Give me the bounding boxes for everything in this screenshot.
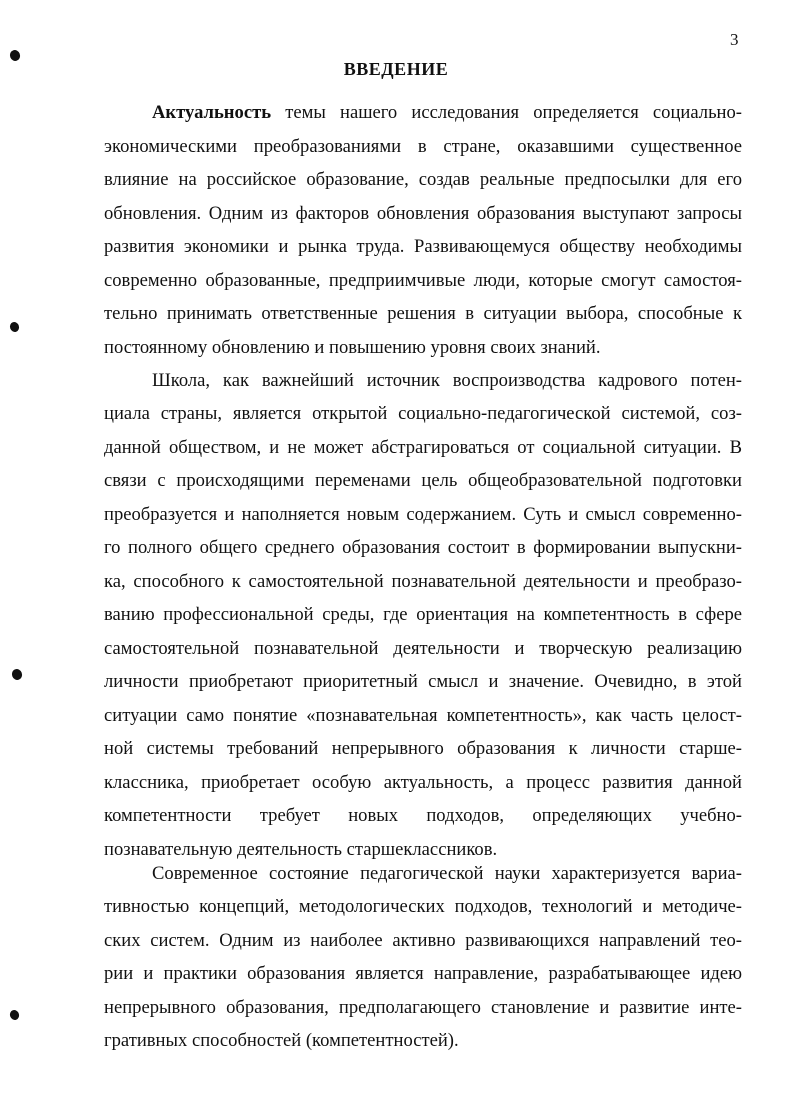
- text-line: тивностью концепций, методологических подходов, технологий и методиче-: [104, 896, 742, 917]
- text-line: связи с происходящими переменами цель общеобразовательной подготовки: [104, 470, 742, 491]
- text-line: современно образованные, предприимчивые люди, которые смогут самостоя-: [104, 270, 742, 291]
- binder-hole-mark: [10, 668, 23, 682]
- text-line: тельно принимать ответственные решения в ситуации выбора, способные к: [104, 303, 742, 324]
- text-line: постоянному обновлению и повышению уровня своих знаний.: [104, 337, 601, 358]
- text-line: го полного общего среднего образования состоит в формировании выпускни-: [104, 537, 742, 558]
- text-line: [152, 102, 742, 124]
- lead-term: Актуальность: [152, 102, 272, 123]
- page-number: 3: [730, 30, 739, 49]
- text-line: самостоятельной познавательной деятельности и творческую реализацию: [104, 638, 742, 659]
- binder-hole-mark: [9, 1009, 21, 1021]
- text-line: Школа, как важнейший источник воспроизводства кадрового потен-: [152, 370, 742, 391]
- text-line: личности приобретают приоритетный смысл и значение. Очевидно, в этой: [104, 671, 742, 692]
- text-line: рии и практики образования является направление, разрабатывающее идею: [104, 963, 742, 984]
- text-line: Современное состояние педагогической науки характеризуется вариа-: [152, 863, 742, 884]
- text-line: ванию профессиональной среды, где ориентация на компетентность в сфере: [104, 604, 742, 625]
- text-line: данной обществом, и не может абстрагироваться от социальной ситуации. В: [104, 437, 742, 458]
- text-line: классника, приобретает особую актуальность, а процесс развития данной: [104, 772, 742, 793]
- text-line: ситуации само понятие «познавательная компетентность», как часть целост-: [104, 705, 742, 726]
- text-line: непрерывного образования, предполагающего становление и развитие инте-: [104, 997, 742, 1018]
- text-line: обновления. Одним из факторов обновления образования выступают запросы: [104, 203, 742, 224]
- binder-hole-mark: [9, 321, 21, 333]
- text-line: ной системы требований непрерывного образования к личности старше-: [104, 738, 742, 759]
- text-line: экономическими преобразованиями в стране, оказавшими существенное: [104, 136, 742, 157]
- text-line: компетентности требует новых подходов, определяющих учебно-: [104, 805, 742, 826]
- text-line: развития экономики и рынка труда. Развивающемуся обществу необходимы: [104, 236, 742, 257]
- text-line: циала страны, является открытой социально-педагогической системой, соз-: [104, 403, 742, 424]
- text-line: гративных способностей (компетентностей).: [104, 1030, 459, 1051]
- text-line: познавательную деятельность старшеклассников.: [104, 839, 498, 860]
- text-line: влияние на российское образование, создав реальные предпосылки для его: [104, 169, 742, 190]
- text-line: ских систем. Одним из наиболее активно развивающихся направлений тео-: [104, 930, 742, 951]
- text-line: преобразуется и наполняется новым содержанием. Суть и смысл современно-: [104, 504, 742, 525]
- lead-rest: темы нашего исследования определяется социально-: [271, 102, 742, 123]
- text-line: ка, способного к самостоятельной познавательной деятельности и преобразо-: [104, 571, 742, 592]
- section-heading: ВВЕДЕНИЕ: [343, 59, 449, 79]
